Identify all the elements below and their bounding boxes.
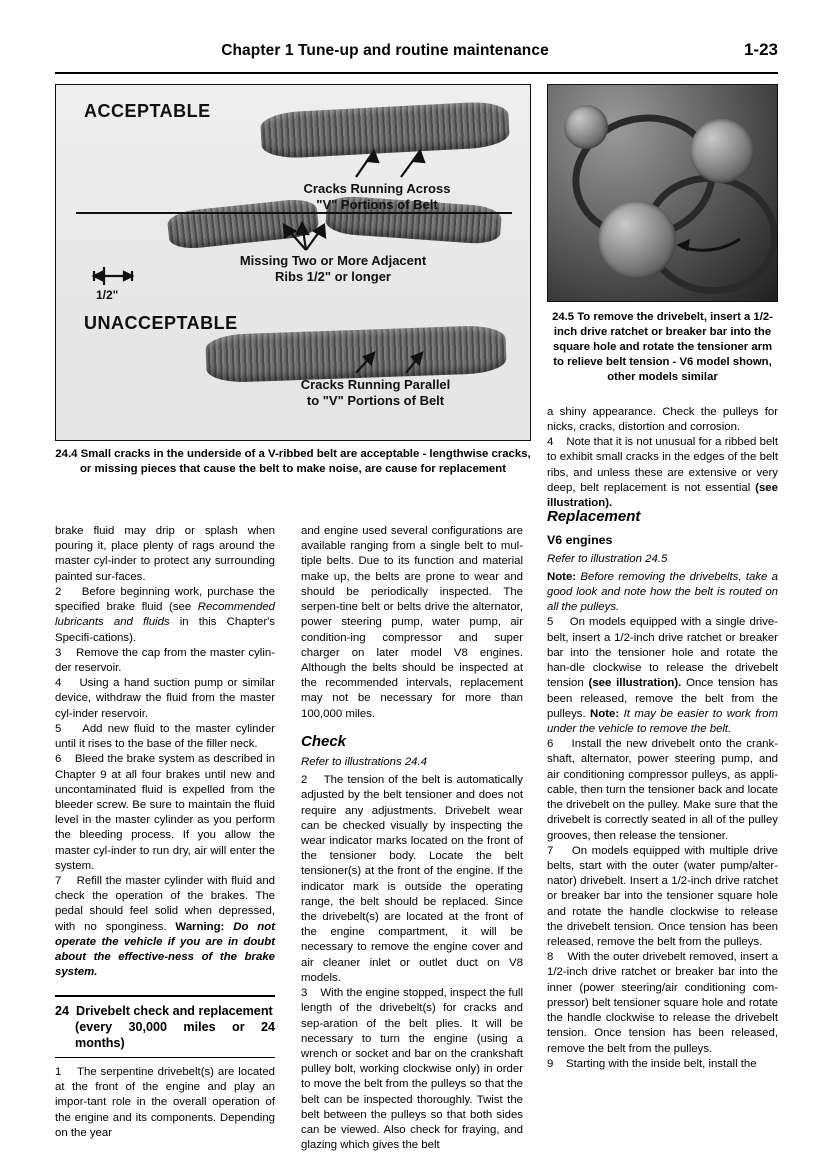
paragraph-number-4-col1: 4 xyxy=(55,677,62,690)
paragraph-6-text-col1: Bleed the brake system as described in Chapter 9 at all four brakes until new and uncontaminated fluid is expelled from the bleeder screw. Be sure to maintain the fluid level in the master cylinder as you perform the bleeding process. If you allow the master cyl-inder to run dry, air will enter the system. xyxy=(55,753,275,872)
figure-engine-photo xyxy=(547,84,778,302)
note-1-label: Note: xyxy=(547,570,577,583)
subheading-v6-engines: V6 engines xyxy=(547,533,613,548)
paragraph-number-1-section24: 1 xyxy=(55,1065,62,1078)
heading-check: Check xyxy=(301,732,347,750)
caption-cracks-across-line1: Cracks Running Across xyxy=(303,181,451,196)
heading-replacement: Replacement xyxy=(547,508,641,525)
paragraph-number-5-col1: 5 xyxy=(55,722,62,735)
paragraph-3-text: Remove the cap from the master cylin-der reservoir. xyxy=(55,646,275,674)
paragraph-8-col3 xyxy=(547,950,778,1057)
paragraph-5-text-col3-b: Once tension has been released, remove the belt from the pulleys. xyxy=(547,677,778,720)
paragraph-6-text-col3: Install the new drivebelt onto the crank-shaft, alternator, power steering pump, and air conditioning compressor pulleys, as appli-cable, then turn the tensioner back and locate the drivebelt on the pulley. Make sure that the drivebelt is correctly seated in all of the pulley grooves, then release the tensioner. xyxy=(547,738,778,842)
refer-illustration-24-5: Refer to illustration 24.5 xyxy=(547,552,668,565)
paragraph-brake-fluid: brake fluid may drip or splash when pouring it, place plenty of rags around the master cyl-inder to protect any surrounding painted sur-faces. xyxy=(55,525,275,583)
paragraph-3-text-col2: With the engine stopped, inspect the full length of the drivebelt(s) for cracks and sep-aration of the belt plies. It will be necessary to turn the engine (using a wrench or socket and bar on the crankshaft pulley bolt, working clockwise only) in order to move the belt from the pulleys so that the belt can be inspected thoroughly. Twist the belt between the pulleys so that both sides can be viewed. Also check for fraying, and glazing which gives the belt xyxy=(301,987,523,1152)
direction-arrow-icon xyxy=(672,235,742,257)
warning-label: Warning: xyxy=(175,920,225,933)
section-number: 24 xyxy=(55,1003,70,1018)
pulley-crankshaft xyxy=(598,201,676,279)
note-2-text: It may be easier to work from under the vehicle to remove the belt. xyxy=(547,707,778,735)
section-title-text: Drivebelt check and replacement xyxy=(76,1003,273,1018)
paragraph-2-italic: Recommended lubricants and fluids xyxy=(55,601,275,629)
caption-parallel-line2: to "V" Portions of Belt xyxy=(306,393,445,409)
paragraph-6-col3 xyxy=(547,737,778,844)
note-1 xyxy=(547,570,778,616)
paragraph-number-5-col3: 5 xyxy=(547,616,554,629)
paragraph-2-text-col2: The tension of the belt is automatically adjusted by the belt tensioner and does not require any adjustments. Drivebelt wear can be checked visually by inspecting the wear indicator marks located on the front of the tensioner body. Locate the belt tensioner(s) at the front of the engine. If the indicator mark is outside the operating range, the belt should be replaced. Since the drivebelt(s) are located at the front of the engine compartment, it will be necessary to remove the engine cover and air cleaner inlet or outlet duct on V8 models. xyxy=(301,774,523,984)
paragraph-6-col1 xyxy=(55,752,275,874)
paragraph-9-text-col3: Starting with the inside belt, install the xyxy=(566,1057,757,1070)
paragraph-2-text-b: in this Chapter's Specifi-cations). xyxy=(55,616,275,644)
label-unacceptable: UNACCEPTABLE xyxy=(84,313,238,333)
caption-missing-line1: Missing Two or More Adjacent xyxy=(239,253,427,268)
paragraph-5-text-col3: On models equipped with a single drive-belt, insert a 1/2-inch drive ratchet or breaker bar into the tensioner hole and rotate the han-dle clockwise to release the drivebelt tension xyxy=(547,616,778,690)
right-column-top-text xyxy=(547,405,778,511)
section-24-title xyxy=(55,1003,275,1051)
section-subtitle: (every 30,000 miles or 24 months) xyxy=(75,1019,275,1050)
page-title: Chapter 1 Tune-up and routine maintenance xyxy=(221,42,549,59)
caption-cracks-parallel xyxy=(248,377,503,410)
paragraph-number-2: 2 xyxy=(55,585,62,598)
paragraph-8-text-col3: With the outer drivebelt removed, insert a 1/2-inch drive ratchet or breaker bar into the inner (power steering/air conditioning com-pressor) belt tensioner square hole and rotate the handle clockwise to release the drivebelt tension. Once tension has been released, remove the belt from the pulleys. xyxy=(547,951,778,1055)
pulley-tensioner xyxy=(690,119,754,183)
figure-caption-24-5: 24.5 To remove the drivebelt, insert a 1/2-inch drive ratchet or breaker bar into the square hole and rotate the tensioner arm to relieve belt tension - V6 model shown, other models similar xyxy=(552,311,773,384)
paragraph-number-7-col3: 7 xyxy=(547,844,554,857)
caption-cracks-across-line2: "V" Portions of Belt xyxy=(316,197,438,213)
paragraph-4-text-col1: Using a hand suction pump or similar device, withdraw the fluid from the master cyl-inder reservoir. xyxy=(55,677,275,720)
paragraph-number-9-col3: 9 xyxy=(547,1057,554,1070)
paragraph-2-text-a: Before beginning work, purchase the specified brake fluid (see xyxy=(55,585,275,614)
paragraph-5-text-col1: Add new fluid to the master cylinder until it rises to the base of the filler neck. xyxy=(55,722,275,751)
figure-belt-photo xyxy=(55,84,531,441)
paragraph-5-col3 xyxy=(547,615,778,737)
paragraph-number-3: 3 xyxy=(55,646,62,659)
section-rule-top xyxy=(55,995,275,997)
caption-missing-ribs xyxy=(204,253,462,286)
caption-measurement: 1/2" xyxy=(96,288,119,302)
note-1-text: Before removing the drivebelts, take a good look and note how the belt is routed on all the pulleys. xyxy=(547,570,778,614)
paragraph-engine-configs: and engine used several configurations are available ranging from a single belt to mul-tiple belts. Due to its function and material make up, the belts are prone to wear and should be periodically inspected. The serpen-tine belt or belts drive the alternator, power steering pump, water pump, air condition-ing compressor and super charger on later model V8 engines. Although the belts should be inspected at the recommended intervals, replacement may not be necessary for more than 100,000 miles. xyxy=(301,525,523,720)
paragraph-5-col1 xyxy=(55,722,275,752)
paragraph-number-6-col1: 6 xyxy=(55,753,62,766)
page-header xyxy=(55,42,778,72)
figure-caption-24-4: 24.4 Small cracks in the underside of a V-ribbed belt are acceptable - lengthwise cracks, or missing pieces that cause the belt to make noise, are cause for replacement xyxy=(55,448,531,475)
body-column-2 xyxy=(301,524,523,1154)
header-divider xyxy=(55,72,778,74)
paragraph-1-text-section24: The serpentine drivebelt(s) are located at the front of the engine and play an impor-tant role in the overall operation of the engine and its components. Depending on the year xyxy=(55,1065,275,1139)
paragraph-number-8-col3: 8 xyxy=(547,951,554,964)
body-column-3 xyxy=(547,497,778,1072)
paragraph-1-section24 xyxy=(55,1065,275,1141)
paragraph-4-col1 xyxy=(55,676,275,722)
paragraph-4-text: Note that it is not unusual for a ribbed belt to exhibit small cracks in the edges of the belt ribs, and unless these are extensive or very deep, belt replacement is not essential xyxy=(547,436,778,494)
section-rule-bottom xyxy=(55,1057,275,1058)
paragraph-number-7-col1: 7 xyxy=(55,875,62,888)
paragraph-7-text-col1: Refill the master cylinder with fluid and check the operation of the brakes. The pedal should feel solid when depressed, with no sponginess. xyxy=(55,875,275,933)
paragraph-continued: a shiny appearance. Check the pulleys for nicks, cracks, distortion and corrosion. xyxy=(547,406,778,434)
page-number: 1-23 xyxy=(743,40,778,59)
caption-parallel-line1: Cracks Running Parallel xyxy=(300,377,451,392)
note-2-label: Note: xyxy=(590,707,620,720)
paragraph-number-3-col2: 3 xyxy=(301,987,308,1000)
see-illustration-ref-col3: (see illustration). xyxy=(588,677,682,690)
paragraph-2-col2 xyxy=(301,773,523,986)
paragraph-number-4: 4 xyxy=(547,436,554,449)
warning-text: Do not operate the vehicle if you are in doubt about the effective-ness of the brake system. xyxy=(55,920,275,979)
paragraph-2 xyxy=(55,585,275,646)
label-acceptable: ACCEPTABLE xyxy=(84,101,211,121)
pulley-small xyxy=(564,105,608,149)
refer-illustrations-24-4: Refer to illustrations 24.4 xyxy=(301,755,427,768)
paragraph-number-6-col3: 6 xyxy=(547,738,554,751)
paragraph-number-2-col2: 2 xyxy=(301,774,308,787)
paragraph-7-text-col3: On models equipped with multiple drive belts, start with the outer (water pump/alter-nator) drivebelt. Insert a 1/2-inch drive ratchet or breaker bar into the tensioner square hole and rotate the handle clockwise to release the drivebelt tension. Once tension has been released, remove the belt from the pulleys. xyxy=(547,844,778,949)
paragraph-7-col1 xyxy=(55,874,275,981)
paragraph-9-col3 xyxy=(547,1057,778,1072)
caption-missing-line2: Ribs 1/2" or longer xyxy=(275,269,391,285)
paragraph-7-col3 xyxy=(547,844,778,951)
caption-cracks-across xyxy=(252,181,502,214)
paragraph-3-col2 xyxy=(301,986,523,1153)
paragraph-3 xyxy=(55,646,275,676)
section-24-heading-block xyxy=(55,995,275,1058)
see-illustration-ref: (see illustration). xyxy=(547,481,778,509)
body-column-1 xyxy=(55,524,275,1141)
